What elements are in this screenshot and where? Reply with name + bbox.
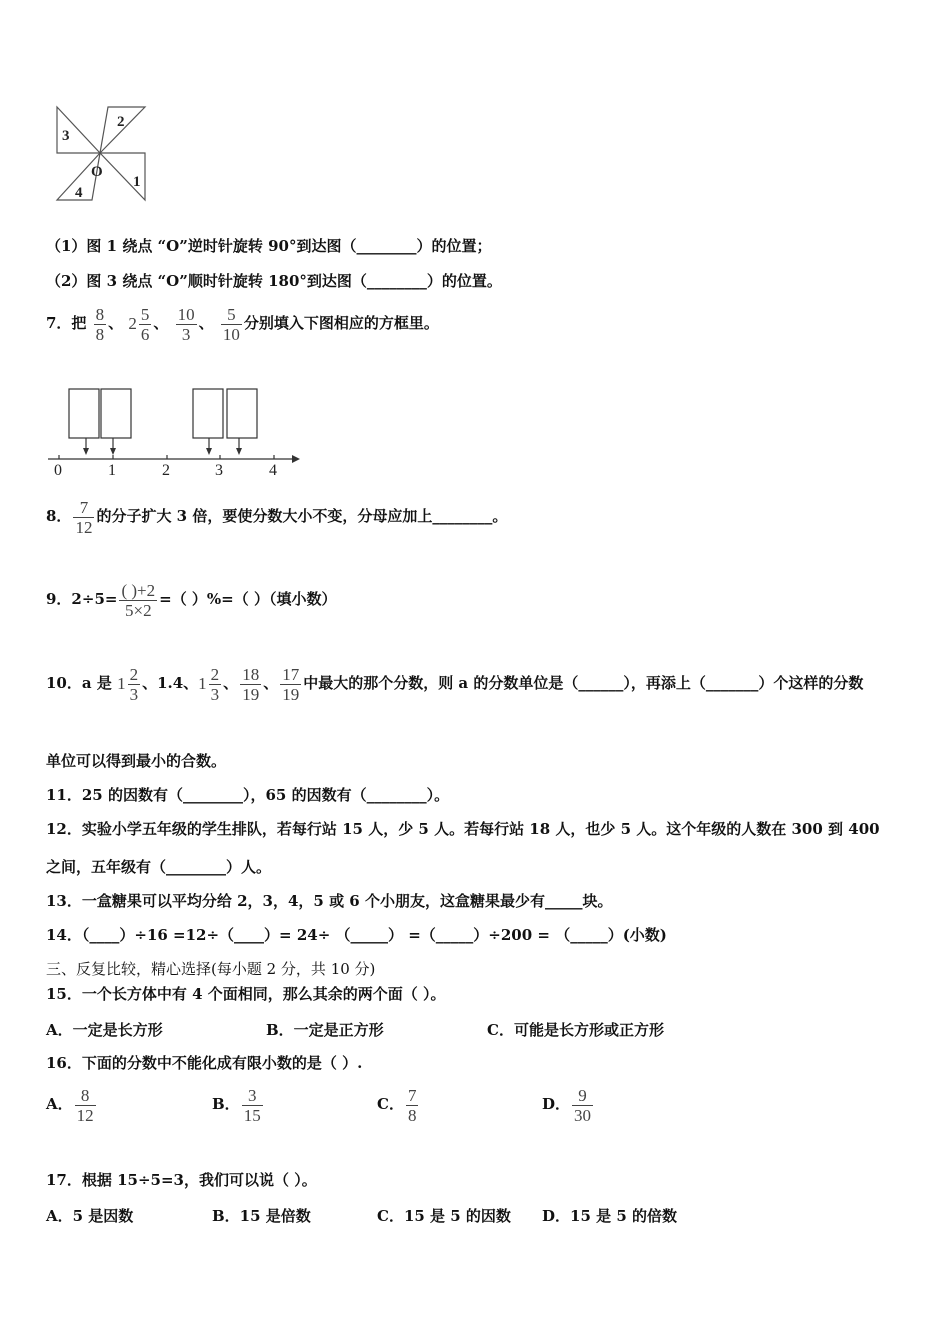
q10-sep-2: 、 <box>263 674 279 692</box>
section-3-heading: 三、反复比较，精心选择(每小题 2 分，共 10 分) <box>46 960 376 978</box>
q7-prefix: 7．把 <box>46 314 87 332</box>
q12-line1: 12．实验小学五年级的学生排队，若每行站 15 人，少 5 人。若每行站 18 人，也少 5 人。这个年级的人数在 300 到 400 <box>46 820 880 838</box>
pinwheel-label-2: 2 <box>117 114 125 130</box>
q17-stem: 17．根据 15÷5=3，我们可以说（ ）。 <box>46 1171 317 1189</box>
q10-mid: 、1.4、 <box>142 674 199 692</box>
tick-label-1: 1 <box>108 462 116 479</box>
q6-part2: （2）图 3 绕点 “O”顺时针旋转 180°到达图（________）的位置。 <box>46 272 502 290</box>
q10-line2: 单位可以得到最小的合数。 <box>46 752 227 770</box>
answer-box-2 <box>101 389 131 438</box>
q9-prefix: 9．2÷5= <box>46 590 118 608</box>
q16-b-num: 3 <box>247 1085 257 1105</box>
q7-fraction-1 <box>94 305 107 344</box>
q7-fraction-2 <box>139 305 152 344</box>
answer-box-1 <box>69 389 99 438</box>
q7-suffix: 分别填入下图相应的方框里。 <box>243 314 439 332</box>
q16-stem: 16．下面的分数中不能化成有限小数的是（ ）. <box>46 1054 363 1072</box>
answer-box-4 <box>227 389 257 438</box>
pinwheel-label-4: 4 <box>75 185 83 201</box>
tick-label-4: 4 <box>269 462 277 479</box>
q16-b-label: B． <box>212 1095 240 1113</box>
q16-option-d[interactable] <box>542 1084 595 1125</box>
q6-part1: （1）图 1 绕点 “O”逆时针旋转 90°到达图（________）的位置； <box>46 237 492 255</box>
q16-option-c[interactable] <box>377 1084 420 1125</box>
q16-d-fraction <box>572 1086 593 1125</box>
q8 <box>46 496 507 537</box>
q7-f4-den: 10 <box>222 324 240 344</box>
q10-f1-whole: 1 <box>117 674 126 693</box>
q10-f2-whole: 1 <box>198 674 207 693</box>
q7-sep-2: 、 <box>153 314 169 332</box>
q12-line2: 之间，五年级有（________）人。 <box>46 858 272 876</box>
q10-fraction-4 <box>280 665 301 704</box>
q16-option-a[interactable] <box>46 1084 98 1125</box>
q13: 13．一盒糖果可以平均分给 2，3，4，5 或 6 个小朋友，这盒糖果最少有_____块。 <box>46 892 613 910</box>
q16-option-b[interactable] <box>212 1084 265 1125</box>
q17-option-d[interactable]: D．15 是 5 的倍数 <box>542 1207 677 1225</box>
answer-box-3 <box>193 389 223 438</box>
q7-f2-num: 5 <box>140 304 150 324</box>
q7-sep-3: 、 <box>198 314 214 332</box>
q8-f-num: 7 <box>79 497 89 517</box>
q9-f-num: ( )+2 <box>121 580 156 600</box>
tick-label-2: 2 <box>162 462 170 479</box>
q16-c-num: 7 <box>407 1085 417 1105</box>
q7-f2-whole: 2 <box>128 314 137 333</box>
q16-a-num: 8 <box>80 1085 90 1105</box>
q9 <box>46 579 336 620</box>
arrowhead-3 <box>206 448 212 455</box>
q16-d-num: 9 <box>578 1085 587 1105</box>
arrowhead-2 <box>110 448 116 455</box>
q10-f1-den: 3 <box>129 684 139 704</box>
q17-option-c[interactable]: C．15 是 5 的因数 <box>377 1207 511 1225</box>
q8-prefix: 8． <box>46 507 72 525</box>
q17-option-a[interactable]: A．5 是因数 <box>46 1207 134 1225</box>
q10 <box>46 663 863 704</box>
q10-prefix: 10．a 是 <box>46 674 112 692</box>
pinwheel-label-1: 1 <box>133 174 141 190</box>
q10-f2-num: 2 <box>210 664 220 684</box>
q9-fraction <box>119 581 157 620</box>
q16-a-den: 12 <box>76 1105 94 1125</box>
q14: 14．（____）÷16 =12÷（____）= 24÷ （_____） =（_____）÷200 = （_____）(小数) <box>46 926 667 944</box>
q16-d-label: D． <box>542 1095 571 1113</box>
q15-option-c[interactable]: C．可能是长方形或正方形 <box>487 1021 664 1039</box>
q10-f2-den: 3 <box>210 684 220 704</box>
q7 <box>46 303 439 344</box>
q8-f-den: 12 <box>75 517 93 537</box>
q17-option-b[interactable]: B．15 是倍数 <box>212 1207 311 1225</box>
tick-label-3: 3 <box>215 462 223 479</box>
q10-f3-num: 18 <box>242 664 260 684</box>
number-line-figure <box>44 384 306 480</box>
q10-fraction-2 <box>209 665 222 704</box>
q9-text: =（ ）%=（ ）（填小数） <box>159 590 337 608</box>
q15-option-b[interactable]: B．一定是正方形 <box>266 1021 384 1039</box>
q15-stem: 15．一个长方体中有 4 个面相同，那么其余的两个面（ ）。 <box>46 985 446 1003</box>
pinwheel-figure <box>50 100 155 205</box>
q16-a-label: A． <box>46 1095 73 1113</box>
q10-text: 中最大的那个分数，则 a 的分数单位是（______），再添上（_______）个这样的分数 <box>303 674 864 692</box>
q11: 11．25 的因数有（________），65 的因数有（________）。 <box>46 786 450 804</box>
q7-f3-den: 3 <box>176 324 197 344</box>
q7-sep-1: 、 <box>108 314 124 332</box>
q10-f3-den: 19 <box>242 684 260 704</box>
arrowhead-1 <box>83 448 89 455</box>
q7-f2-den: 6 <box>140 324 150 344</box>
arrowhead-4 <box>236 448 242 455</box>
q15-option-a[interactable]: A．一定是长方形 <box>46 1021 163 1039</box>
q10-f4-den: 19 <box>282 684 300 704</box>
q10-f4-num: 17 <box>282 664 300 684</box>
q16-b-den: 15 <box>243 1105 261 1125</box>
pinwheel-label-o: O <box>91 164 103 180</box>
q16-c-den: 8 <box>407 1105 417 1125</box>
q16-b-fraction <box>242 1086 263 1125</box>
q16-a-fraction <box>75 1086 96 1125</box>
q7-f4-num: 5 <box>227 304 236 324</box>
q7-fraction-3 <box>176 305 197 344</box>
q16-c-label: C． <box>377 1095 404 1113</box>
q10-sep: 、 <box>223 674 239 692</box>
q7-f1-num: 8 <box>95 304 105 324</box>
q10-fraction-3 <box>240 665 261 704</box>
q8-fraction <box>73 498 94 537</box>
q9-f-den: 5×2 <box>119 600 157 620</box>
q7-f3-num: 10 <box>177 304 195 324</box>
q7-fraction-4 <box>221 305 242 344</box>
q10-fraction-1 <box>128 665 141 704</box>
q16-c-fraction <box>406 1086 419 1125</box>
q7-f1-den: 8 <box>95 324 105 344</box>
q8-text: 的分子扩大 3 倍，要使分数大小不变，分母应加上________。 <box>96 507 508 525</box>
tick-label-0: 0 <box>54 462 62 479</box>
q16-d-den: 30 <box>574 1105 592 1125</box>
q10-f1-num: 2 <box>129 664 139 684</box>
axis-arrowhead <box>292 455 300 463</box>
pinwheel-label-3: 3 <box>62 128 70 144</box>
